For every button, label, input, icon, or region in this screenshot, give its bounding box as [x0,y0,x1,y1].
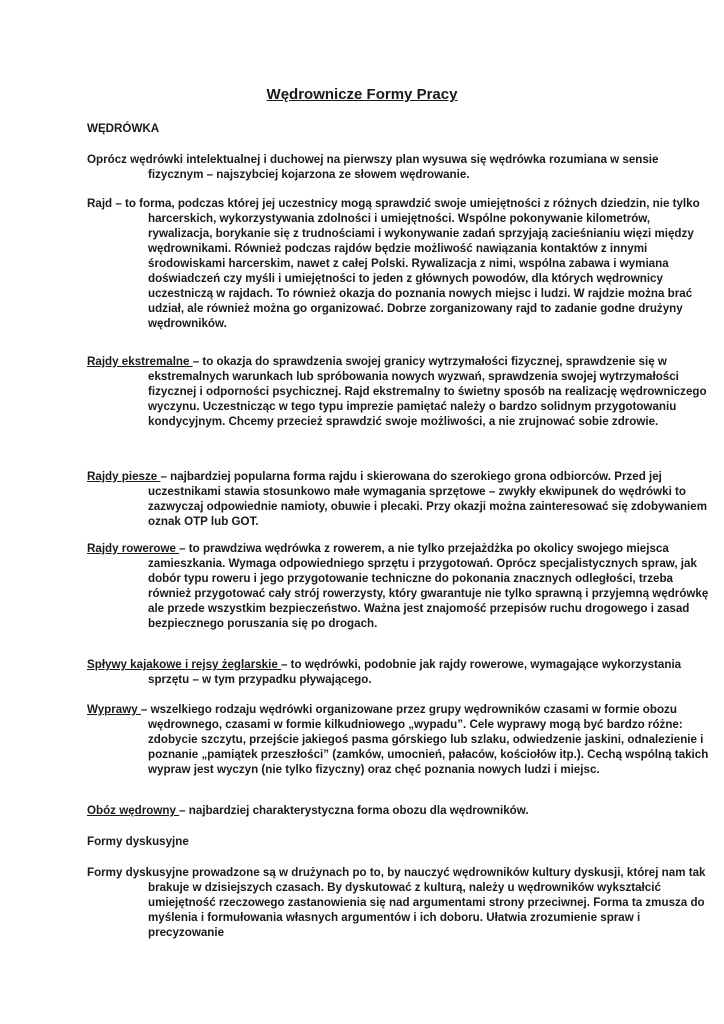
paragraph-intro: Oprócz wędrówki intelektualnej i duchowej na pierwszy plan wysuwa się wędrówka rozumiana w sensie fizycznym – najszybciej kojarzona ze słowem wędrowanie. [87,153,659,181]
paragraph-rajd: Rajd – to forma, podczas której jej uczestnicy mogą sprawdzić swoje umiejętności z różnych dziedzin, nie tylko harcerskich, wykorzystywania zdolności i umiejętności. Wspólne pokonywanie kilometrów, rywalizacja, borykanie się z trudnościami i wykonywanie zadań sprzyjają zacieśnianiu więzi między wędrownikami. Również podczas rajdów będzie możliwość nawiązania kontaktów z innymi środowiskami harcerskim, nawet z całej Polski. Rywalizacja z nimi, wspólna zabawa i wymiana doświadczeń czy myśli i umiejętności to jeden z głównych powodów, dla których wędrownicy uczestniczą w rajdach. To również okazja do poznania nowych miejsc i ludzi. W rajdzie można brać udział, ale również można go organizować. Dobrze zorganizowany rajd to zadanie godne drużyny wędrowników. [87,197,700,330]
paragraph-rajdy-rowerowe [87,541,714,631]
paragraph-formy-dyskusyjne: Formy dyskusyjne prowadzone są w drużynach po to, by nauczyć wędrowników kultury dyskusji, której nam tak brakuje w dzisiejszych czasach. By dyskutować z kulturą, należy u wędrowników wykształcić umiejętność rzeczowego zastanowienia się nad argumentami strony przeciwnej. Forma ta zmusza do myślenia i formułowania własnych argumentów i ich doboru. Ułatwia zrozumienie spraw i precyzowanie [87,866,706,939]
text-rajdy-piesze: – najbardziej popularna forma rajdu i skierowana do szerokiego grona odbiorców. Przed jej uczestnikami stawia stosunkowo małe wymagania sprzętowe – zwykły ekwipunek do wędrówki to zazwyczaj odpowiednie namioty, obuwie i plecaki. Przy okazji można zainteresować się zdobywaniem oznak OTP lub GOT. [148,470,708,528]
text-splywy: – to wędrówki, podobnie jak rajdy rowerowe, wymagające wykorzystania sprzętu – w tym przypadku pływającego. [148,658,682,686]
term-rajdy-ekstremalne: Rajdy ekstremalne [87,355,193,368]
term-rajdy-piesze: Rajdy piesze [87,470,161,483]
term-oboz-wedrowny: Obóz wędrowny [87,804,180,817]
term-wyprawy: Wyprawy [87,703,141,716]
section-heading-wedrowka: WĘDRÓWKA [87,122,160,135]
paragraph-splywy [87,657,714,687]
text-rajdy-ekstremalne: – to okazja do sprawdzenia swojej granicy wytrzymałości fizycznej, sprawdzenie się w ekstremalnych warunkach lub spróbowania nowych wyzwań, sprawdzenia swojej wytrzymałości fizycznej i odporności psychicznej. Rajd ekstremalny to świetny sposób na realizację wędrowniczego wyczynu. Uczestnicząc w tego typu imprezie pamiętać należy o bardzo solidnym przygotowaniu kondycyjnym. Chcemy przecież sprawdzić swoje możliwości, a nie zrujnować sobie zdrowie. [148,355,707,428]
text-wyprawy: – wszelkiego rodzaju wędrówki organizowane przez grupy wędrowników czasami w formie obozu wędrownego, czasami w formie kilkudniowego „wypadu”. Cele wyprawy mogą być bardzo różne: zdobycie szczytu, przejście jakiegoś pasma górskiego lub szlaku, odwiedzenie jaskini, odnalezienie i poznanie „pamiątek przeszłości” (zamków, umocnień, pałaców, kościołów itp.). Cechą wspólną takich wypraw jest wyczyn (nie tylko fizyczny) oraz chęć poznania nowych ludzi i miejsc. [140,703,709,776]
term-rajdy-rowerowe: Rajdy rowerowe [87,542,180,555]
document-title: Wędrownicze Formy Pracy [266,86,458,103]
paragraph-wyprawy [87,702,714,777]
term-splywy: Spływy kajakowe i rejsy żeglarskie [87,658,281,671]
text-rajdy-rowerowe: – to prawdziwa wędrówka z rowerem, a nie tylko przejażdżka po okolicy swojego miejsca zamieszkania. Wymaga odpowiedniego sprzętu i przygotowań. Oprócz specjalistycznych spraw, jak dobór typu roweru i jego przygotowanie techniczne do pokonania znacznych odległości, trzeba również przygotować cały strój rowerzysty, który gwarantuje nie tylko sprawną i przyjemną wędrówkę ale przede wszystkim bezpieczeństwo. Ważna jest znajomość przepisów ruchu drogowego i zasad bezpiecznego poruszania się po drogach. [148,542,709,630]
paragraph-rajdy-piesze [87,469,714,529]
text-oboz-wedrowny: – najbardziej charakterystyczna forma obozu dla wędrowników. [179,804,529,817]
paragraph-rajdy-ekstremalne [87,354,714,429]
section-heading-formy-dyskusyjne: Formy dyskusyjne [87,835,189,848]
paragraph-oboz-wedrowny [87,803,714,818]
